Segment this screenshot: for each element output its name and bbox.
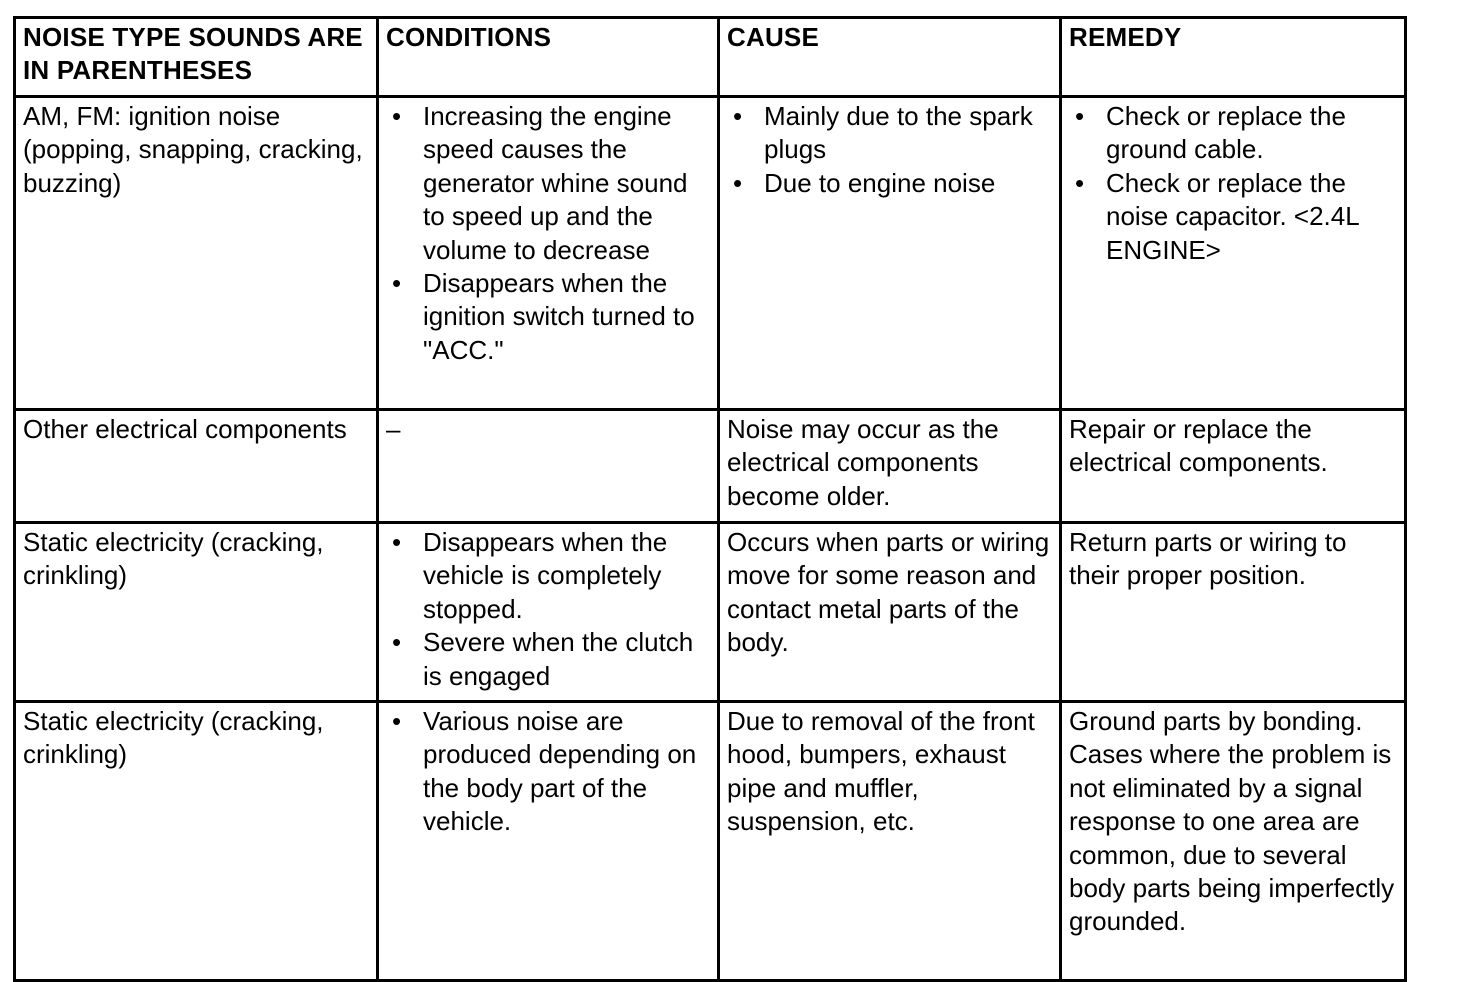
- table-row: [15, 97, 1406, 410]
- table-row: [15, 410, 1406, 523]
- list-item: • Mainly due to the spark plugs: [764, 100, 1053, 167]
- header-row: [15, 18, 1406, 97]
- noise-type-cell: Static electricity (cracking, crinkling): [15, 523, 378, 702]
- conditions-cell: [378, 97, 719, 410]
- noise-type-cell: Other electrical components: [15, 410, 378, 523]
- conditions-list: [386, 526, 711, 693]
- noise-troubleshooting-table: [13, 16, 1407, 982]
- header-remedy: REMEDY: [1061, 18, 1406, 97]
- list-item: • Disappears when the ignition switch turned to "ACC.": [423, 267, 711, 367]
- conditions-cell: [378, 523, 719, 702]
- conditions-list: [386, 705, 711, 839]
- cause-cell: [719, 97, 1061, 410]
- noise-type-cell: Static electricity (cracking, crinkling): [15, 702, 378, 981]
- list-item: • Check or replace the ground cable.: [1106, 100, 1398, 167]
- list-item: • Increasing the engine speed causes the generator whine sound to speed up and the volume to decrease: [423, 100, 711, 267]
- remedy-list: [1069, 100, 1398, 267]
- remedy-cell: Repair or replace the electrical components.: [1061, 410, 1406, 523]
- list-item: • Check or replace the noise capacitor. <2.4L ENGINE>: [1106, 167, 1398, 267]
- list-item: • Due to engine noise: [764, 167, 1053, 200]
- remedy-cell: Ground parts by bonding. Cases where the problem is not eliminated by a signal response to one area are common, due to several body parts being imperfectly grounded.: [1061, 702, 1406, 981]
- header-conditions: CONDITIONS: [378, 18, 719, 97]
- list-item: • Disappears when the vehicle is completely stopped.: [423, 526, 711, 626]
- cause-cell: Occurs when parts or wiring move for some reason and contact metal parts of the body.: [719, 523, 1061, 702]
- list-item: • Various noise are produced depending on the body part of the vehicle.: [423, 705, 711, 839]
- conditions-list: [386, 100, 711, 367]
- header-noise-type: NOISE TYPE SOUNDS ARE IN PARENTHESES: [15, 18, 378, 97]
- conditions-cell: –: [378, 410, 719, 523]
- cause-list: [727, 100, 1053, 200]
- noise-type-cell: AM, FM: ignition noise (popping, snapping, cracking, buzzing): [15, 97, 378, 410]
- list-item: • Severe when the clutch is engaged: [423, 626, 711, 693]
- conditions-cell: [378, 702, 719, 981]
- cause-cell: Due to removal of the front hood, bumpers, exhaust pipe and muffler, suspension, etc.: [719, 702, 1061, 981]
- table-row: [15, 523, 1406, 702]
- remedy-cell: [1061, 97, 1406, 410]
- header-cause: CAUSE: [719, 18, 1061, 97]
- table-row: [15, 702, 1406, 981]
- cause-cell: Noise may occur as the electrical components become older.: [719, 410, 1061, 523]
- remedy-cell: Return parts or wiring to their proper position.: [1061, 523, 1406, 702]
